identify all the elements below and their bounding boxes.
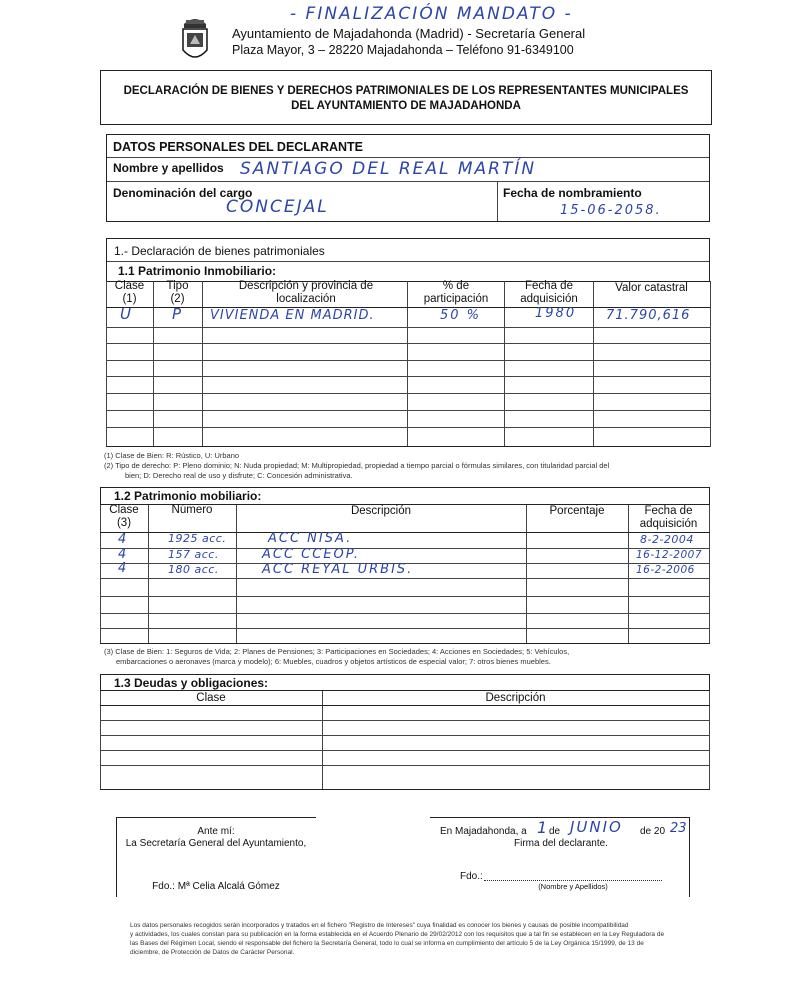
de-text-2: de 20 <box>640 826 666 837</box>
mob-row2-desc: ACC CCEOP. <box>262 547 360 562</box>
handwritten-header: - FINALIZACIÓN MANDATO - <box>290 4 573 24</box>
col-clase-mob-note: (3) <box>116 517 132 529</box>
header-line-2: Plaza Mayor, 3 – 28220 Majadahonda – Teléfono 91-6349100 <box>232 43 574 57</box>
title-line-1: DECLARACIÓN DE BIENES Y DERECHOS PATRIMONIALES DE LOS REPRESENTANTES MUNICIPALES <box>123 85 689 97</box>
mob-row2-fecha: 16-12-2007 <box>636 549 703 561</box>
secretaria-name: Fdo.: Mª Celia Alcalá Gómez <box>152 881 280 892</box>
place-text: En Majadahonda, a <box>440 826 527 837</box>
signature-year: 23 <box>670 821 687 836</box>
fdo-line <box>484 880 662 881</box>
signature-month: JUNIO <box>570 818 623 836</box>
nombre-apellidos: (Nombre y Apellidos) <box>538 882 608 891</box>
mob-row1-fecha: 8-2-2004 <box>640 533 694 546</box>
mob-row3-numero: 180 acc. <box>168 563 219 576</box>
row1-clase: U <box>120 305 133 323</box>
fecha-nombramiento-value: 15-06-2058. <box>560 203 662 218</box>
signature-day: 1 <box>537 818 550 837</box>
personal-heading: DATOS PERSONALES DEL DECLARANTE <box>113 140 364 154</box>
section11-heading: 1.1 Patrimonio Inmobiliario: <box>118 264 277 278</box>
fdo-label: Fdo.: <box>460 871 483 882</box>
col-clase-deudas: Clase <box>196 692 226 704</box>
firma-declarante: Firma del declarante. <box>514 838 608 849</box>
row1-fecha: 1980 <box>535 306 577 321</box>
name-label: Nombre y apellidos <box>113 161 224 175</box>
mob-row1-numero: 1925 acc. <box>168 532 227 545</box>
mob-row3-desc: ACC REYAL URBIS. <box>262 562 414 577</box>
col-descripcion-mob: Descripción <box>350 505 412 517</box>
col-clase: Clase <box>114 280 145 292</box>
row1-valor: 71.790,616 <box>606 308 691 323</box>
col-numero: Número <box>171 504 213 516</box>
title-box <box>100 70 712 125</box>
fecha-nombramiento-label: Fecha de nombramiento <box>503 186 642 200</box>
col-porcentaje: Porcentaje <box>549 505 605 517</box>
section12-heading: 1.2 Patrimonio mobiliario: <box>114 489 262 503</box>
cargo-label: Denominación del cargo <box>113 186 253 200</box>
col-tipo: Tipo <box>166 280 189 292</box>
mob-row3-clase: 4 <box>118 561 129 576</box>
col-descripcion-deudas: Descripción <box>485 692 546 704</box>
col-participacion: % de participación <box>423 280 489 305</box>
footer-line-4: diciembre, de Protección de Datos de Carácter Personal. <box>130 949 295 956</box>
col-clase-mob: Clase <box>109 504 139 516</box>
mob-row1-clase: 4 <box>118 532 129 547</box>
name-value: SANTIAGO DEL REAL MARTÍN <box>240 159 537 179</box>
col-fecha-mob: Fecha de adquisición <box>639 505 698 530</box>
mob-row2-clase: 4 <box>118 547 129 562</box>
row1-tipo: P <box>172 305 184 323</box>
secretaria-title: La Secretaría General del Ayuntamiento, <box>125 838 307 849</box>
header-line-1: Ayuntamiento de Majadahonda (Madrid) - Secretaría General <box>232 26 586 41</box>
cargo-value: CONCEJAL <box>226 197 329 217</box>
col-tipo-note: (2) <box>170 293 185 305</box>
section13-heading: 1.3 Deudas y obligaciones: <box>114 676 269 690</box>
mob-row3-fecha: 16-2-2006 <box>636 564 695 576</box>
footer-line-2: y actividades, los cuales constan para su publicación en la forma establecida en el Acuerdo Plenario de 29/02/2012 con los requisitos que a tal fin se establecen en la Ley Reguladora de <box>130 931 665 938</box>
col-valor-catastral: Valor catastral <box>615 282 688 294</box>
row1-descripcion: VIVIENDA EN MADRID. <box>210 308 375 323</box>
title-line-2: DEL AYUNTAMIENTO DE MAJADAHONDA <box>291 100 521 112</box>
col-descripcion: Descripción y provincia de localización <box>238 280 374 305</box>
mob-row1-desc: ACC NISA. <box>268 531 353 546</box>
col-fecha-adquisicion: Fecha de adquisición <box>520 280 578 305</box>
row1-participacion: 50 % <box>440 308 482 323</box>
note-1: (1) Clase de Bien: R: Rústico, U: Urbano <box>104 451 240 460</box>
de-text-1: de <box>549 826 561 837</box>
secretaria-ante-mi: Ante mí: <box>197 826 235 837</box>
note-2a: (2) Tipo de derecho: P: Pleno dominio; N: Nuda propiedad; M: Multipropiedad, propiedad a tiempo parcial o fórmulas similares, con titularidad parcial del <box>104 461 610 470</box>
note-2b: bien; D: Derecho real de uso y disfrute; C: Concesión administrativa. <box>125 471 353 480</box>
footer-line-3: las Bases del Régimen Local, siendo el responsable del fichero la Secretaría General, todo lo cual se informa en cumplimiento del artículo 5 de la Ley Orgánica 15/1999, de 13 de <box>130 940 644 947</box>
footer-line-1: Los datos personales recogidos serán incorporados y tratados en el fichero "Registro de Intereses" cuya finalidad es conocer los bienes y causas de posible incompatibilidad <box>130 922 629 929</box>
note-3a: (3) Clase de Bien: 1: Seguros de Vida; 2: Planes de Pensiones; 3: Participaciones en Sociedades; 4: Acciones en Sociedades; 5: Vehículos, <box>104 647 570 656</box>
section1-heading: 1.- Declaración de bienes patrimoniales <box>114 244 325 258</box>
note-3b: embarcaciones o aeronaves (marca y modelo); 6: Muebles, cuadros y objetos artísticos de especial valor; 7: otros bienes muebles. <box>116 657 551 666</box>
col-clase-note: (1) <box>122 293 137 305</box>
coat-of-arms-logo <box>178 14 212 66</box>
mob-row2-numero: 157 acc. <box>168 548 219 561</box>
